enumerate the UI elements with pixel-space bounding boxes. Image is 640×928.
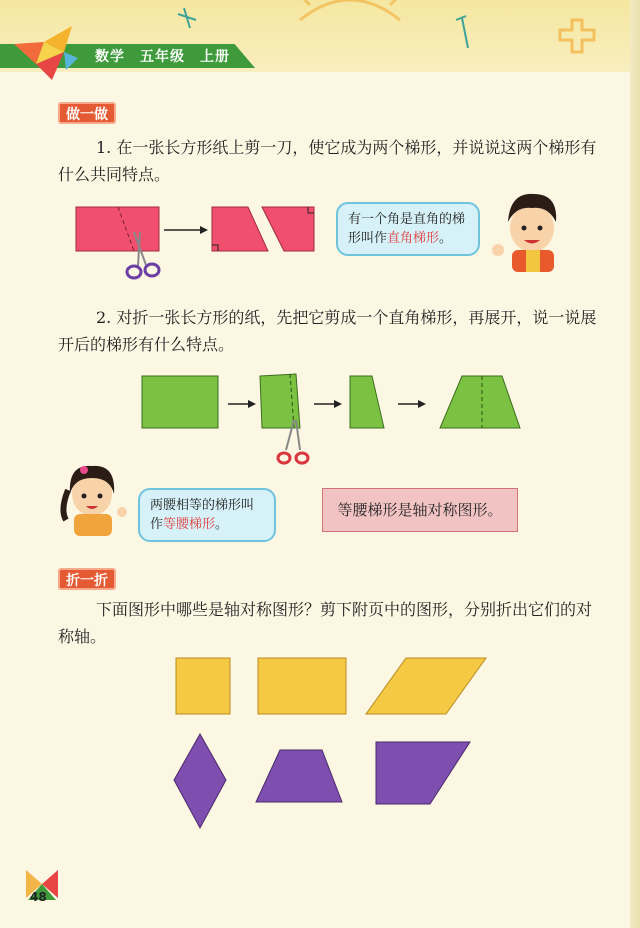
question-2-text: 2. 对折一张长方形的纸，先把它剪成一个直角梯形，再展开，说一说展开后的梯形有什么特点。 bbox=[58, 308, 597, 354]
bubble-end: 。 bbox=[215, 517, 229, 532]
arrow-icon bbox=[228, 400, 256, 408]
book-title: 数学 五年级 上册 bbox=[95, 49, 230, 65]
purple-trapezoid bbox=[256, 750, 342, 802]
question-1-text: 1. 在一张长方形纸上剪一刀，使它成为两个梯形，并说说这两个梯形有什么共同特点。 bbox=[58, 138, 597, 184]
page-number: 48 bbox=[30, 890, 47, 904]
folded-green-paper bbox=[260, 374, 300, 428]
girl-character-icon bbox=[63, 466, 127, 536]
green-isosceles-trapezoid bbox=[440, 376, 520, 428]
green-rectangle bbox=[142, 376, 218, 428]
boy-character-icon bbox=[492, 194, 556, 272]
arrow-icon bbox=[164, 226, 208, 234]
yellow-parallelogram bbox=[366, 658, 486, 714]
speech-bubble-right-trapezoid bbox=[336, 202, 480, 256]
section-tag-do: 做一做 bbox=[58, 102, 116, 124]
bubble-text: 两腰相等的梯形叫作 bbox=[150, 498, 255, 532]
term-isosceles-trapezoid: 等腰梯形 bbox=[163, 517, 216, 532]
yellow-square bbox=[176, 658, 230, 714]
bubble-text: 有一个角是直角的梯形叫作 bbox=[348, 212, 466, 246]
right-trapezoid-pair bbox=[212, 207, 314, 251]
term-right-trapezoid: 直角梯形 bbox=[387, 231, 440, 246]
bubble-end: 。 bbox=[439, 231, 453, 246]
purple-right-trapezoid bbox=[376, 742, 470, 804]
yellow-rectangle bbox=[258, 658, 346, 714]
speech-bubble-isosceles-trapezoid bbox=[138, 488, 276, 542]
fold-instruction-text: 下面图形中哪些是轴对称图形？剪下附页中的图形，分别折出它们的对称轴。 bbox=[58, 600, 593, 646]
green-right-trapezoid bbox=[350, 376, 384, 428]
purple-rhombus bbox=[174, 734, 226, 828]
rule-box: 等腰梯形是轴对称图形。 bbox=[322, 488, 518, 532]
arrow-icon bbox=[398, 400, 426, 408]
section-tag-fold: 折一折 bbox=[58, 568, 116, 590]
arrow-icon bbox=[314, 400, 342, 408]
pink-rectangle bbox=[76, 207, 159, 251]
